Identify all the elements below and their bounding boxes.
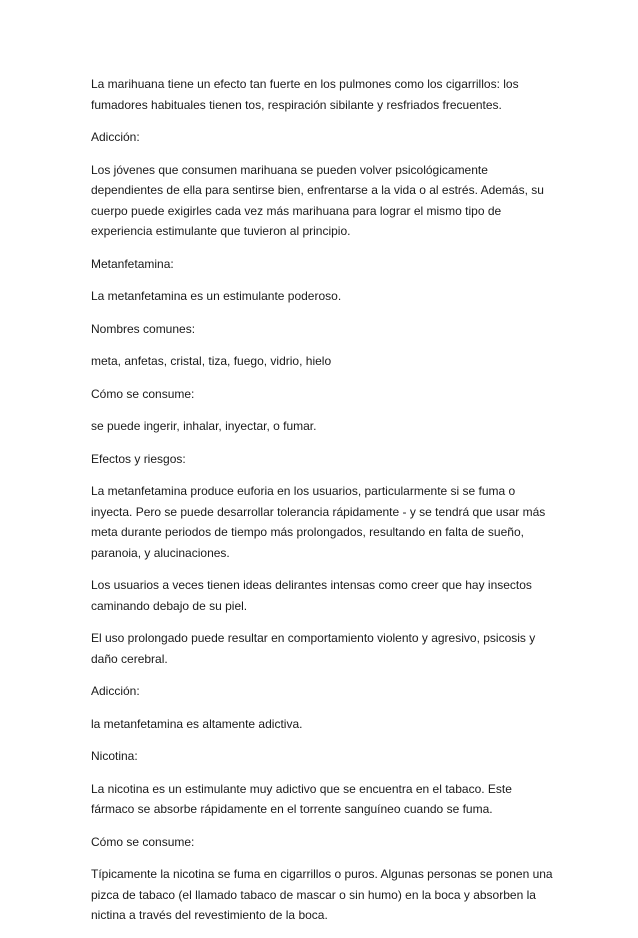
text-line: nictina a través del revestimiento de la boca. xyxy=(91,908,328,922)
text-line: La metanfetamina produce euforia en los usuarios, particularmente si se fuma o xyxy=(91,484,516,498)
text-line: La marihuana tiene un efecto tan fuerte en los pulmones como los cigarrillos: los xyxy=(91,77,519,91)
paragraph xyxy=(91,779,551,820)
paragraph xyxy=(91,864,551,926)
paragraph xyxy=(91,714,551,735)
text-line: se puede ingerir, inhalar, inyectar, o fumar. xyxy=(91,419,317,433)
document-page xyxy=(91,74,551,938)
text-line: Los jóvenes que consumen marihuana se pueden volver psicológicamente xyxy=(91,162,488,177)
text-line: Metanfetamina: xyxy=(91,256,174,271)
text-line: daño cerebral. xyxy=(91,651,168,666)
text-line: Adicción: xyxy=(91,684,140,698)
text-line: inyecta. Pero se puede desarrollar tolerancia rápidamente - y se tendrá que usar más xyxy=(91,504,546,519)
section-heading xyxy=(91,746,551,767)
section-heading xyxy=(91,384,551,405)
text-line: El uso prolongado puede resultar en comportamiento violento y agresivo, psicosis y xyxy=(91,631,536,645)
text-line: fármaco se absorbe rápidamente en el torrente sanguíneo cuando se fuma. xyxy=(91,802,493,816)
section-heading xyxy=(91,832,551,853)
text-line: meta durante periodos de tiempo más prolongados, resultando en falta de sueño, xyxy=(91,525,524,539)
text-line: caminando debajo de su piel. xyxy=(91,598,248,613)
text-line: Típicamente la nicotina se fuma en cigarrillos o puros. Algunas personas se ponen una xyxy=(91,867,553,881)
text-line: Adicción: xyxy=(91,130,140,144)
text-line: la metanfetamina es altamente adictiva. xyxy=(91,716,303,731)
text-line: meta, anfetas, cristal, tiza, fuego, vidrio, hielo xyxy=(91,354,332,368)
paragraph xyxy=(91,628,551,669)
text-line: Cómo se consume: xyxy=(91,834,195,849)
text-line: paranoia, y alucinaciones. xyxy=(91,545,230,560)
section-heading xyxy=(91,449,551,470)
paragraph xyxy=(91,575,551,616)
paragraph xyxy=(91,160,551,242)
text-line: pizca de tabaco (el llamado tabaco de mascar o sin humo) en la boca y absorben la xyxy=(91,887,536,902)
text-line: Nicotina: xyxy=(91,749,138,763)
text-line: Los usuarios a veces tienen ideas delirantes intensas como creer que hay insectos xyxy=(91,578,532,592)
text-line: Cómo se consume: xyxy=(91,386,195,401)
text-line: Nombres comunes: xyxy=(91,321,196,336)
paragraph xyxy=(91,416,551,437)
section-heading xyxy=(91,254,551,275)
text-line: cuerpo puede exigirles cada vez más marihuana para lograr el mismo tipo de xyxy=(91,203,502,218)
text-line: La nicotina es un estimulante muy adictivo que se encuentra en el tabaco. Este xyxy=(91,781,512,796)
paragraph xyxy=(91,286,551,307)
paragraph xyxy=(91,74,551,115)
text-line: dependientes de ella para sentirse bien, enfrentarse a la vida o al estrés. Además, su xyxy=(91,183,544,197)
section-heading xyxy=(91,681,551,702)
text-line: La metanfetamina es un estimulante poderoso. xyxy=(91,289,342,303)
text-line: experiencia estimulante que tuvieron al principio. xyxy=(91,224,351,238)
section-heading xyxy=(91,127,551,148)
paragraph xyxy=(91,481,551,563)
text-line: fumadores habituales tienen tos, respiración sibilante y resfriados frecuentes. xyxy=(91,97,502,112)
text-line: Efectos y riesgos: xyxy=(91,451,186,466)
paragraph xyxy=(91,351,551,372)
section-heading xyxy=(91,319,551,340)
